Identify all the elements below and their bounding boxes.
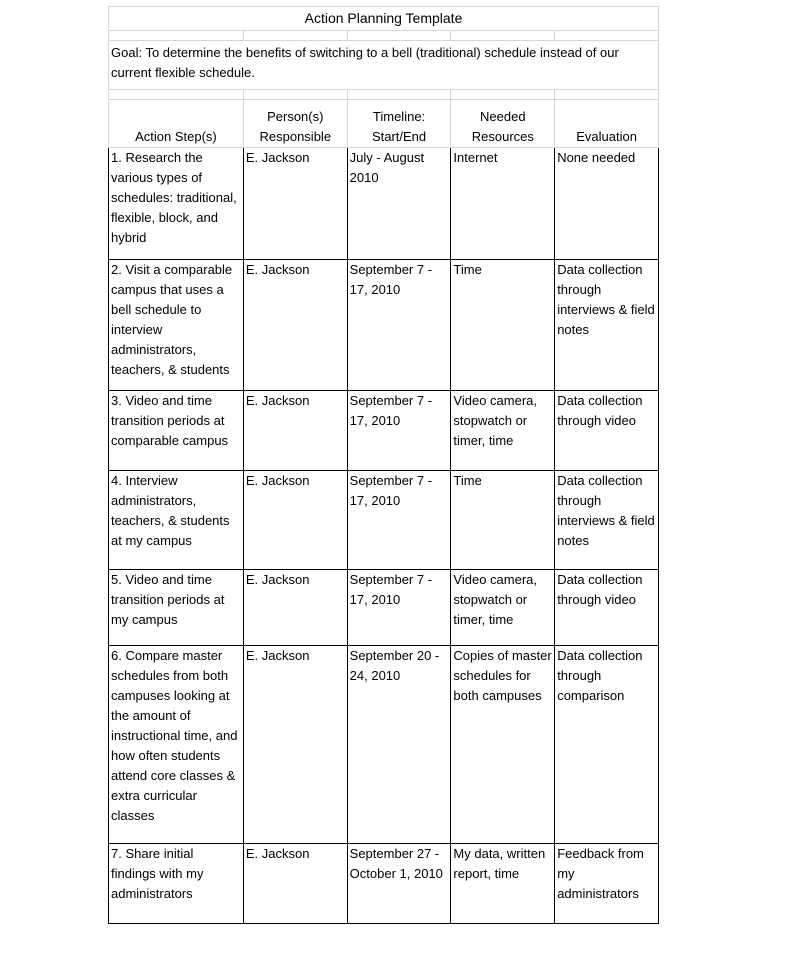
cell[interactable] (243, 31, 347, 41)
goal-statement[interactable]: Goal: To determine the benefits of switching to a bell (traditional) schedule instead of our current flexible schedule. (109, 41, 659, 90)
header-row (109, 100, 659, 148)
person-responsible-cell[interactable]: E. Jackson (243, 391, 347, 471)
evaluation-cell[interactable]: Data collection through video (555, 570, 659, 646)
action-step-cell[interactable]: 2. Visit a comparable campus that uses a bell schedule to interview administrators, teachers, & students (109, 260, 244, 391)
timeline-cell[interactable]: September 7 - 17, 2010 (347, 570, 451, 646)
action-step-cell[interactable]: 6. Compare master schedules from both campuses looking at the amount of instructional time, and how often students attend core classes & extra curricular classes (109, 646, 244, 844)
timeline-cell[interactable]: September 20 - 24, 2010 (347, 646, 451, 844)
action-plan-table (108, 6, 659, 924)
cell[interactable] (243, 90, 347, 100)
person-responsible-cell[interactable]: E. Jackson (243, 471, 347, 570)
header-action-steps[interactable]: Action Step(s) (109, 100, 244, 148)
cell[interactable] (347, 31, 451, 41)
evaluation-cell[interactable]: None needed (555, 148, 659, 260)
document-title[interactable]: Action Planning Template (109, 7, 659, 31)
evaluation-cell[interactable]: Data collection through interviews & field notes (555, 260, 659, 391)
resources-cell[interactable]: Time (451, 471, 555, 570)
resources-cell[interactable]: My data, written report, time (451, 844, 555, 924)
evaluation-cell[interactable]: Feedback from my administrators (555, 844, 659, 924)
resources-cell[interactable]: Video camera, stopwatch or timer, time (451, 570, 555, 646)
timeline-cell[interactable]: September 7 - 17, 2010 (347, 391, 451, 471)
evaluation-cell[interactable]: Data collection through interviews & field notes (555, 471, 659, 570)
person-responsible-cell[interactable]: E. Jackson (243, 260, 347, 391)
cell[interactable] (555, 31, 659, 41)
person-responsible-cell[interactable]: E. Jackson (243, 844, 347, 924)
table-row (109, 844, 659, 924)
action-step-cell[interactable]: 7. Share initial findings with my administrators (109, 844, 244, 924)
spreadsheet (108, 6, 659, 924)
header-persons[interactable]: Person(s) Responsible (243, 100, 347, 148)
cell[interactable] (451, 90, 555, 100)
evaluation-cell[interactable]: Data collection through video (555, 391, 659, 471)
table-row (109, 391, 659, 471)
resources-cell[interactable]: Copies of master schedules for both campuses (451, 646, 555, 844)
resources-cell[interactable]: Internet (451, 148, 555, 260)
cell[interactable] (109, 31, 244, 41)
resources-cell[interactable]: Video camera, stopwatch or timer, time (451, 391, 555, 471)
person-responsible-cell[interactable]: E. Jackson (243, 148, 347, 260)
timeline-cell[interactable]: July - August 2010 (347, 148, 451, 260)
header-evaluation[interactable]: Evaluation (555, 100, 659, 148)
cell[interactable] (451, 31, 555, 41)
timeline-cell[interactable]: September 27 - October 1, 2010 (347, 844, 451, 924)
table-row (109, 570, 659, 646)
table-row (109, 646, 659, 844)
action-step-cell[interactable]: 3. Video and time transition periods at comparable campus (109, 391, 244, 471)
table-row (109, 148, 659, 260)
action-step-cell[interactable]: 1. Research the various types of schedules: traditional, flexible, block, and hybrid (109, 148, 244, 260)
table-row (109, 471, 659, 570)
person-responsible-cell[interactable]: E. Jackson (243, 570, 347, 646)
resources-cell[interactable]: Time (451, 260, 555, 391)
table-row (109, 260, 659, 391)
person-responsible-cell[interactable]: E. Jackson (243, 646, 347, 844)
timeline-cell[interactable]: September 7 - 17, 2010 (347, 260, 451, 391)
cell[interactable] (555, 90, 659, 100)
header-resources[interactable]: Needed Resources (451, 100, 555, 148)
timeline-cell[interactable]: September 7 - 17, 2010 (347, 471, 451, 570)
cell[interactable] (109, 90, 244, 100)
action-step-cell[interactable]: 4. Interview administrators, teachers, & students at my campus (109, 471, 244, 570)
evaluation-cell[interactable]: Data collection through comparison (555, 646, 659, 844)
action-step-cell[interactable]: 5. Video and time transition periods at my campus (109, 570, 244, 646)
cell[interactable] (347, 90, 451, 100)
header-timeline[interactable]: Timeline: Start/End (347, 100, 451, 148)
